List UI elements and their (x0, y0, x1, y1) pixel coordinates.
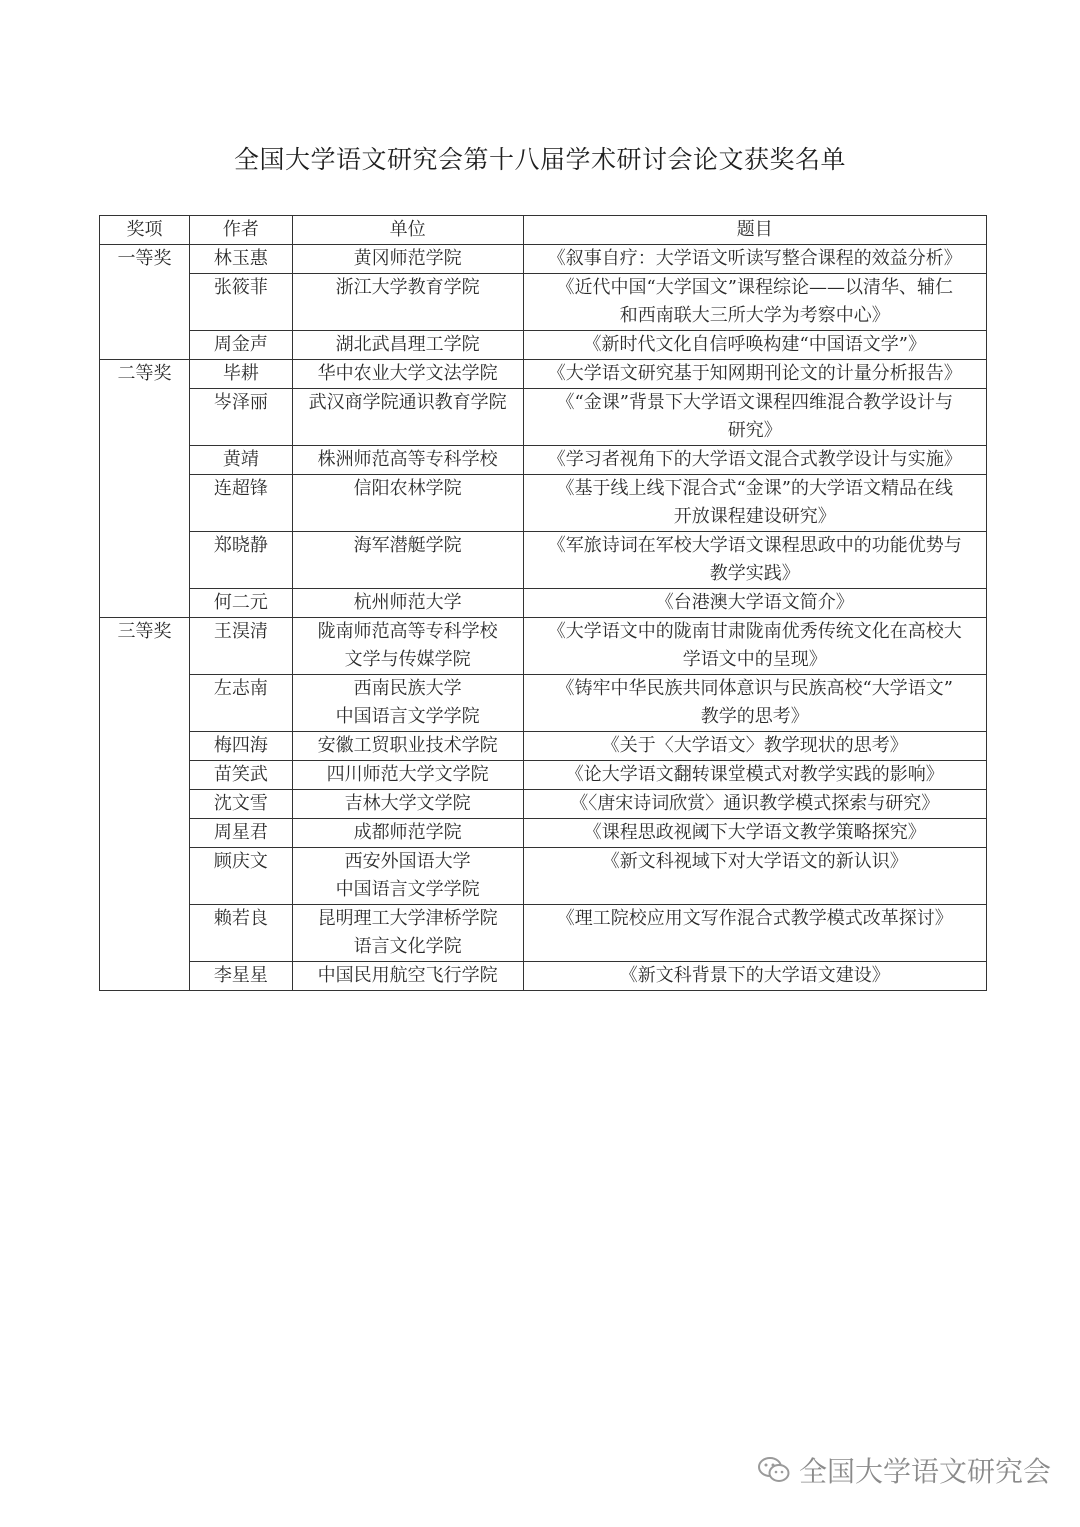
title-line: 《基于线上线下混合式“金课”的大学语文精品在线 (556, 478, 953, 499)
table-row (100, 819, 987, 848)
title-line: 《课程思政视阈下大学语文教学策略探究》 (583, 822, 926, 843)
header-unit: 单位 (292, 216, 523, 245)
author-cell: 岑泽丽 (189, 389, 292, 446)
award-table (99, 215, 987, 991)
unit-line: 西安外国语大学 (344, 851, 471, 872)
title-cell (523, 905, 986, 962)
unit-cell (292, 331, 523, 360)
title-cell (523, 732, 986, 761)
table-row (100, 532, 987, 589)
unit-line: 中国民用航空飞行学院 (317, 965, 498, 986)
title-cell (523, 532, 986, 589)
table-row (100, 589, 987, 618)
title-cell (523, 790, 986, 819)
title-line: 《学习者视角下的大学语文混合式教学设计与实施》 (547, 449, 962, 470)
author-cell: 郑晓静 (189, 532, 292, 589)
wechat-icon (757, 1455, 791, 1485)
unit-cell (292, 732, 523, 761)
title-line: 教学实践》 (709, 563, 800, 584)
table-row (100, 675, 987, 732)
unit-line: 中国语言文学学院 (335, 879, 480, 900)
unit-cell (292, 675, 523, 732)
unit-line: 华中农业大学文法学院 (317, 363, 498, 384)
title-cell (523, 245, 986, 274)
table-header-row (100, 216, 987, 245)
title-line: 《台港澳大学语文简介》 (655, 592, 854, 613)
table-row (100, 446, 987, 475)
author-cell: 顾庆文 (189, 848, 292, 905)
unit-cell (292, 848, 523, 905)
unit-cell (292, 389, 523, 446)
table-row (100, 962, 987, 991)
title-cell (523, 475, 986, 532)
title-cell (523, 589, 986, 618)
author-cell: 王淏清 (189, 618, 292, 675)
title-line: 教学的思考》 (700, 706, 809, 727)
unit-cell (292, 962, 523, 991)
title-line: 《新文科背景下的大学语文建设》 (619, 965, 890, 986)
unit-line: 浙江大学教育学院 (335, 277, 480, 298)
table-row (100, 360, 987, 389)
unit-line: 语言文化学院 (353, 936, 462, 957)
author-cell: 连超锋 (189, 475, 292, 532)
unit-cell (292, 618, 523, 675)
unit-line: 杭州师范大学 (353, 592, 462, 613)
award-table-body (100, 245, 987, 991)
unit-line: 武汉商学院通识教育学院 (308, 392, 507, 413)
title-cell (523, 618, 986, 675)
prize-cell: 一等奖 (100, 245, 190, 360)
table-row (100, 618, 987, 675)
author-cell: 左志南 (189, 675, 292, 732)
author-cell: 林玉惠 (189, 245, 292, 274)
unit-line: 黄冈师范学院 (353, 248, 462, 269)
unit-line: 信阳农林学院 (353, 478, 462, 499)
table-row (100, 790, 987, 819)
unit-cell (292, 589, 523, 618)
author-cell: 李星星 (189, 962, 292, 991)
unit-line: 安徽工贸职业技术学院 (317, 735, 498, 756)
unit-cell (292, 446, 523, 475)
title-line: 《铸牢中华民族共同体意识与民族高校“大学语文” (556, 678, 953, 699)
author-cell: 苗笑武 (189, 761, 292, 790)
title-line: 《论大学语文翻转课堂模式对教学实践的影响》 (565, 764, 944, 785)
title-line: 《大学语文研究基于知网期刊论文的计量分析报告》 (547, 363, 962, 384)
title-cell (523, 360, 986, 389)
watermark (757, 1450, 1051, 1490)
title-cell (523, 962, 986, 991)
table-row (100, 732, 987, 761)
author-cell: 沈文雪 (189, 790, 292, 819)
title-line: 《新时代文化自信呼唤构建“中国语文学”》 (583, 334, 926, 355)
title-line: 《新文科视域下对大学语文的新认识》 (601, 851, 908, 872)
author-cell: 周金声 (189, 331, 292, 360)
unit-line: 吉林大学文学院 (344, 793, 471, 814)
title-cell (523, 389, 986, 446)
title-line: 《军旅诗词在军校大学语文课程思政中的功能优势与 (547, 535, 962, 556)
prize-cell: 三等奖 (100, 618, 190, 991)
unit-cell (292, 274, 523, 331)
title-cell (523, 675, 986, 732)
title-line: 《大学语文中的陇南甘肃陇南优秀传统文化在高校大 (547, 621, 962, 642)
title-line: 《近代中国“大学国文”课程综论——以清华、辅仁 (556, 277, 953, 298)
unit-line: 文学与传媒学院 (344, 649, 471, 670)
title-cell (523, 848, 986, 905)
header-prize: 奖项 (100, 216, 190, 245)
title-line: 《〈唐宋诗词欣赏〉通识教学模式探索与研究》 (570, 793, 940, 814)
unit-line: 陇南师范高等专科学校 (317, 621, 498, 642)
unit-line: 昆明理工大学津桥学院 (317, 908, 498, 929)
table-row (100, 331, 987, 360)
title-line: 和西南联大三所大学为考察中心》 (619, 305, 890, 326)
table-row (100, 475, 987, 532)
author-cell: 周星君 (189, 819, 292, 848)
unit-line: 中国语言文学学院 (335, 706, 480, 727)
unit-cell (292, 245, 523, 274)
author-cell: 赖若良 (189, 905, 292, 962)
unit-line: 湖北武昌理工学院 (335, 334, 480, 355)
watermark-text: 全国大学语文研究会 (799, 1455, 1052, 1488)
title-line: 《关于〈大学语文〉教学现状的思考》 (601, 735, 908, 756)
header-title: 题目 (523, 216, 986, 245)
title-line: 学语文中的呈现》 (682, 649, 827, 670)
title-cell (523, 761, 986, 790)
unit-line: 四川师范大学文学院 (326, 764, 489, 785)
author-cell: 黄靖 (189, 446, 292, 475)
unit-line: 株洲师范高等专科学校 (317, 449, 498, 470)
unit-cell (292, 532, 523, 589)
title-line: 开放课程建设研究》 (673, 506, 836, 527)
author-cell: 梅四海 (189, 732, 292, 761)
unit-cell (292, 905, 523, 962)
table-row (100, 905, 987, 962)
author-cell: 何二元 (189, 589, 292, 618)
author-cell: 张筱菲 (189, 274, 292, 331)
table-row (100, 245, 987, 274)
title-cell (523, 446, 986, 475)
title-line: 研究》 (727, 420, 782, 441)
unit-line: 西南民族大学 (353, 678, 462, 699)
header-author: 作者 (189, 216, 292, 245)
unit-cell (292, 790, 523, 819)
unit-cell (292, 819, 523, 848)
unit-cell (292, 360, 523, 389)
title-cell (523, 819, 986, 848)
title-cell (523, 331, 986, 360)
title-cell (523, 274, 986, 331)
table-row (100, 274, 987, 331)
unit-cell (292, 475, 523, 532)
table-row (100, 389, 987, 446)
table-row (100, 761, 987, 790)
unit-cell (292, 761, 523, 790)
unit-line: 成都师范学院 (353, 822, 462, 843)
table-row (100, 848, 987, 905)
prize-cell: 二等奖 (100, 360, 190, 618)
title-line: 《理工院校应用文写作混合式教学模式改革探讨》 (556, 908, 953, 929)
title-line: 《叙事自疗：大学语文听读写整合课程的效益分析》 (547, 248, 962, 269)
author-cell: 毕耕 (189, 360, 292, 389)
title-line: 《“金课”背景下大学语文课程四维混合教学设计与 (556, 392, 953, 413)
unit-line: 海军潜艇学院 (353, 535, 462, 556)
page-title: 全国大学语文研究会第十八届学术研讨会论文获奖名单 (233, 145, 846, 174)
